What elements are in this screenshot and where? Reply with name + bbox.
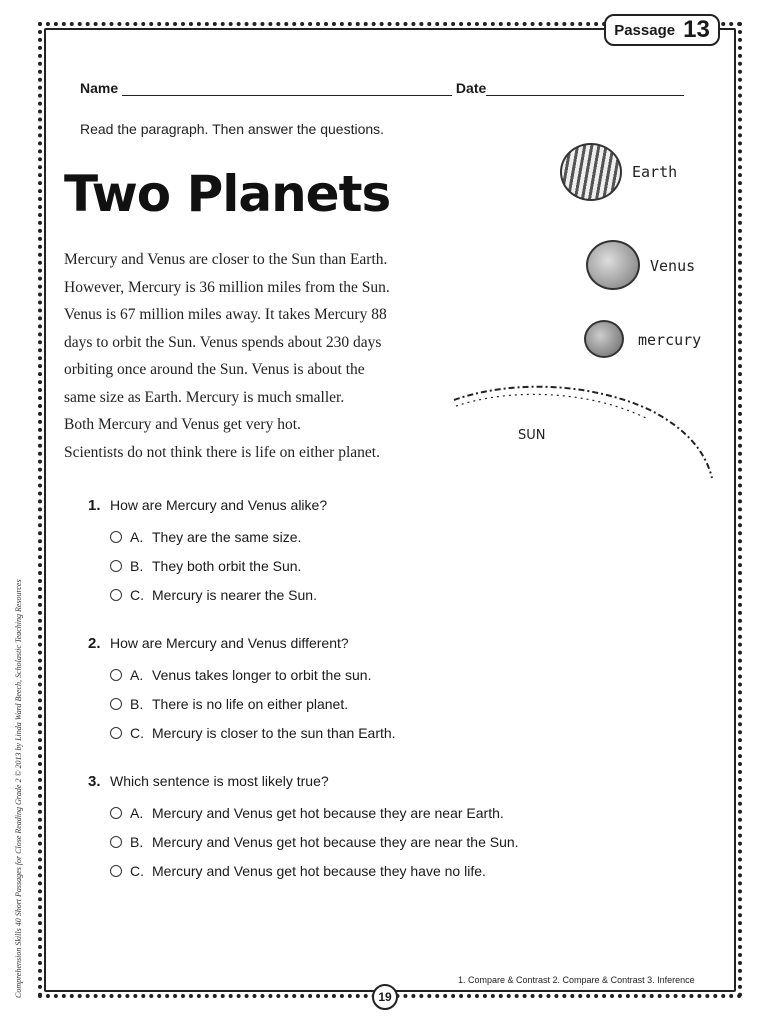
answer-option[interactable] — [88, 856, 648, 885]
venus-label: Venus — [650, 257, 696, 275]
passage-number: 13 — [683, 16, 710, 43]
name-field[interactable] — [122, 81, 452, 96]
question-text: How are Mercury and Venus different? — [110, 635, 349, 651]
question-3 — [88, 773, 648, 885]
sun-arc-illustration — [450, 370, 720, 490]
passage-tag — [604, 14, 720, 46]
passage-title: Two Planets — [64, 165, 391, 223]
answer-option[interactable] — [88, 580, 648, 609]
question-text: How are Mercury and Venus alike? — [110, 497, 328, 513]
earth-illustration — [560, 143, 622, 201]
radio-circle-icon[interactable] — [110, 589, 122, 601]
question-number: 1. — [88, 497, 101, 514]
paragraph-line: Venus is 67 million miles away. It takes Mercury 88 — [64, 306, 387, 323]
option-letter: C. — [130, 586, 144, 603]
option-letter: A. — [130, 666, 144, 683]
option-letter: A. — [130, 528, 144, 545]
option-text: They both orbit the Sun. — [152, 557, 302, 574]
option-text: Mercury is closer to the sun than Earth. — [152, 724, 396, 741]
mercury-illustration — [584, 320, 624, 358]
copyright-credit: Comprehension Skills 40 Short Passages for Close Reading Grade 2 © 2013 by Linda Ward Beech, Scholastic Teaching Resources — [14, 579, 23, 998]
radio-circle-icon[interactable] — [110, 669, 122, 681]
option-letter: B. — [130, 557, 144, 574]
question-number: 3. — [88, 773, 101, 790]
questions-section — [88, 497, 648, 911]
answer-option[interactable] — [88, 827, 648, 856]
paragraph-line: days to orbit the Sun. Venus spends about 230 days — [64, 333, 382, 351]
page-number: 19 — [372, 984, 398, 1010]
question-2 — [88, 635, 648, 747]
radio-circle-icon[interactable] — [110, 698, 122, 710]
question-number: 2. — [88, 635, 101, 652]
option-text: Venus takes longer to orbit the sun. — [152, 666, 372, 683]
question-1 — [88, 497, 648, 609]
radio-circle-icon[interactable] — [110, 836, 122, 848]
paragraph-line: same size as Earth. Mercury is much smaller. — [64, 388, 345, 406]
date-label: Date — [455, 80, 487, 96]
instructions: Read the paragraph. Then answer the questions. — [80, 121, 385, 137]
earth-label: Earth — [632, 163, 678, 181]
option-letter: A. — [130, 804, 144, 821]
question-text: Which sentence is most likely true? — [110, 773, 329, 789]
option-text: They are the same size. — [152, 528, 302, 545]
reading-paragraph — [64, 246, 454, 466]
passage-label: Passage — [614, 21, 676, 39]
radio-circle-icon[interactable] — [110, 531, 122, 543]
option-text: There is no life on either planet. — [152, 695, 349, 712]
answer-option[interactable] — [88, 718, 648, 747]
option-text: Mercury and Venus get hot because they are near the Sun. — [152, 833, 519, 850]
answer-option[interactable] — [88, 798, 648, 827]
venus-illustration — [586, 240, 640, 290]
mercury-label: mercury — [638, 331, 702, 349]
answer-option[interactable] — [88, 551, 648, 580]
option-letter: C. — [130, 724, 144, 741]
option-text: Mercury and Venus get hot because they have no life. — [152, 862, 486, 879]
paragraph-line: However, Mercury is 36 million miles from the Sun. — [64, 278, 390, 296]
paragraph-line: Mercury and Venus are closer to the Sun than Earth. — [64, 251, 388, 268]
option-letter: B. — [130, 833, 144, 850]
paragraph-line: orbiting once around the Sun. Venus is about the — [64, 361, 365, 378]
name-label: Name — [80, 80, 119, 96]
radio-circle-icon[interactable] — [110, 727, 122, 739]
answer-option[interactable] — [88, 660, 648, 689]
answer-option[interactable] — [88, 689, 648, 718]
option-letter: B. — [130, 695, 144, 712]
radio-circle-icon[interactable] — [110, 560, 122, 572]
name-date-line — [80, 80, 684, 96]
option-letter: C. — [130, 862, 144, 879]
paragraph-line: Both Mercury and Venus get very hot. — [64, 416, 301, 433]
paragraph-line: Scientists do not think there is life on either planet. — [64, 443, 380, 461]
date-field[interactable] — [486, 81, 684, 96]
sun-label: SUN — [518, 428, 546, 443]
option-text: Mercury and Venus get hot because they are near Earth. — [152, 804, 504, 821]
skills-list: 1. Compare & Contrast 2. Compare & Contrast 3. Inference — [458, 975, 695, 985]
answer-option[interactable] — [88, 522, 648, 551]
radio-circle-icon[interactable] — [110, 807, 122, 819]
option-text: Mercury is nearer the Sun. — [152, 586, 317, 603]
radio-circle-icon[interactable] — [110, 865, 122, 877]
